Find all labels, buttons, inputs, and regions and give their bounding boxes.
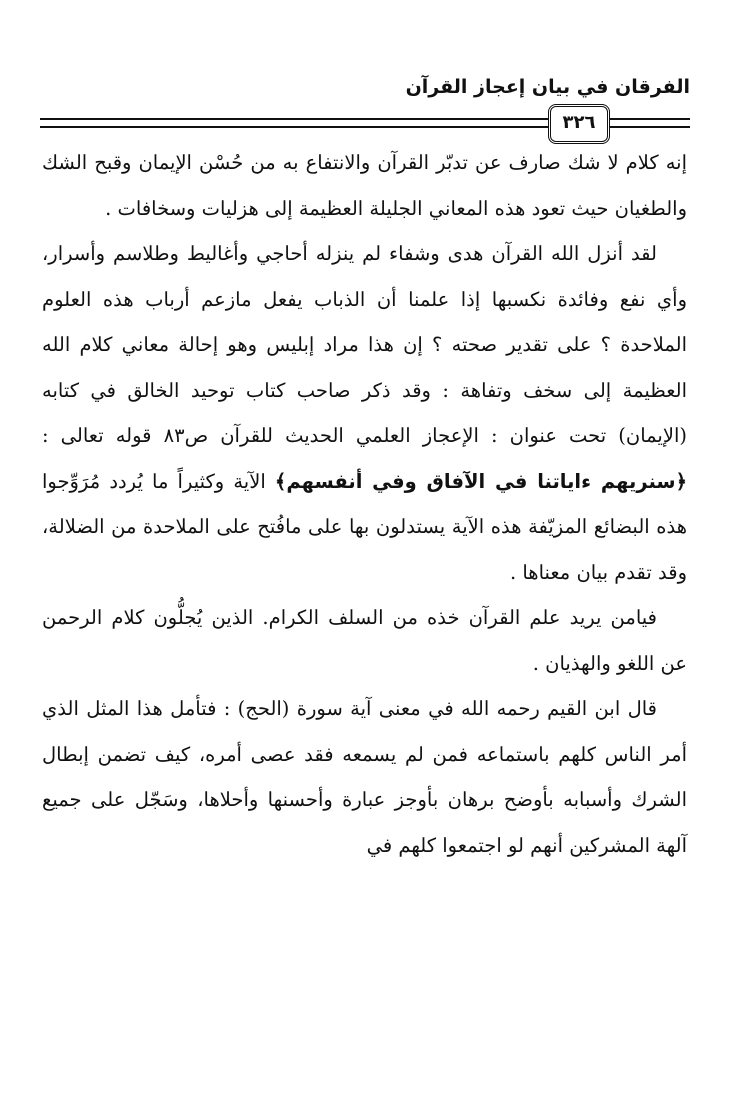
header-rule-upper-left [40, 118, 550, 120]
paragraph-2 [42, 231, 687, 595]
paragraph-4 [42, 686, 687, 868]
paragraph-1 [42, 140, 687, 231]
header-rule-lower-right [600, 126, 690, 128]
paragraph-1-text: إنه كلام لا شك صارف عن تدبّر القرآن والانتفاع به من حُسْن الإيمان وقبح الشك والطغيان حيث تعود هذه المعاني الجليلة العظيمة إلى هزليات وسخافات . [42, 151, 687, 220]
book-title: الفرقان في بيان إعجاز القرآن [405, 76, 690, 98]
header-rule-upper-right [600, 118, 690, 120]
paragraph-2-continuation: الآية وكثيراً ما يُردد مُرَوِّجوا هذه البضائع المزيّفة هذه الآية يستدلون بها على مافُتح على الملاحدة من الضلالة، وقد تقدم بيان معناها . [42, 469, 687, 584]
header-rule-lower-left [40, 126, 550, 128]
page-body [42, 140, 687, 1080]
running-header [40, 72, 690, 142]
paragraph-4-text: قال ابن القيم رحمه الله في معنى آية سورة (الحج) : فتأمل هذا المثل الذي أمر الناس كلهم باستماعه فمن لم يسمعه فقد عصى أمره، كيف تضمن إبطال الشرك وأسبابه بأوضح برهان بأوجز عبارة وأحسنها وأحلاها، وسَجّل على جميع آلهة المشركين أنهم لو اجتمعوا كلهم في [42, 697, 687, 857]
paragraph-3 [42, 595, 687, 686]
paragraph-3-text: فيامن يريد علم القرآن خذه من السلف الكرام. الذين يُجلُّون كلام الرحمن عن اللغو والهذيان . [42, 606, 687, 675]
quran-verse: ﴿سنريهم ءاياتنا في الآفاق وفي أنفسهم﴾ [274, 469, 688, 493]
page-number: ٣٢٦ [548, 104, 610, 144]
paragraph-2-text: لقد أنزل الله القرآن هدى وشفاء لم ينزله أحاجي وأغاليط وطلاسم وأسرار، وأي نفع وفائدة نكسبها إذا علمنا أن الذباب يفعل مازعم أرباب هذه العلوم الملاحدة ؟ على تقدير صحته ؟ إن هذا مراد إبليس وهو إحالة معاني كلام الله العظيمة إلى سخف وتفاهة : وقد ذكر صاحب كتاب توحيد الخالق في كتابه (الإيمان) تحت عنوان : الإعجاز العلمي الحديث للقرآن ص٨٣ قوله تعالى : [42, 242, 688, 447]
